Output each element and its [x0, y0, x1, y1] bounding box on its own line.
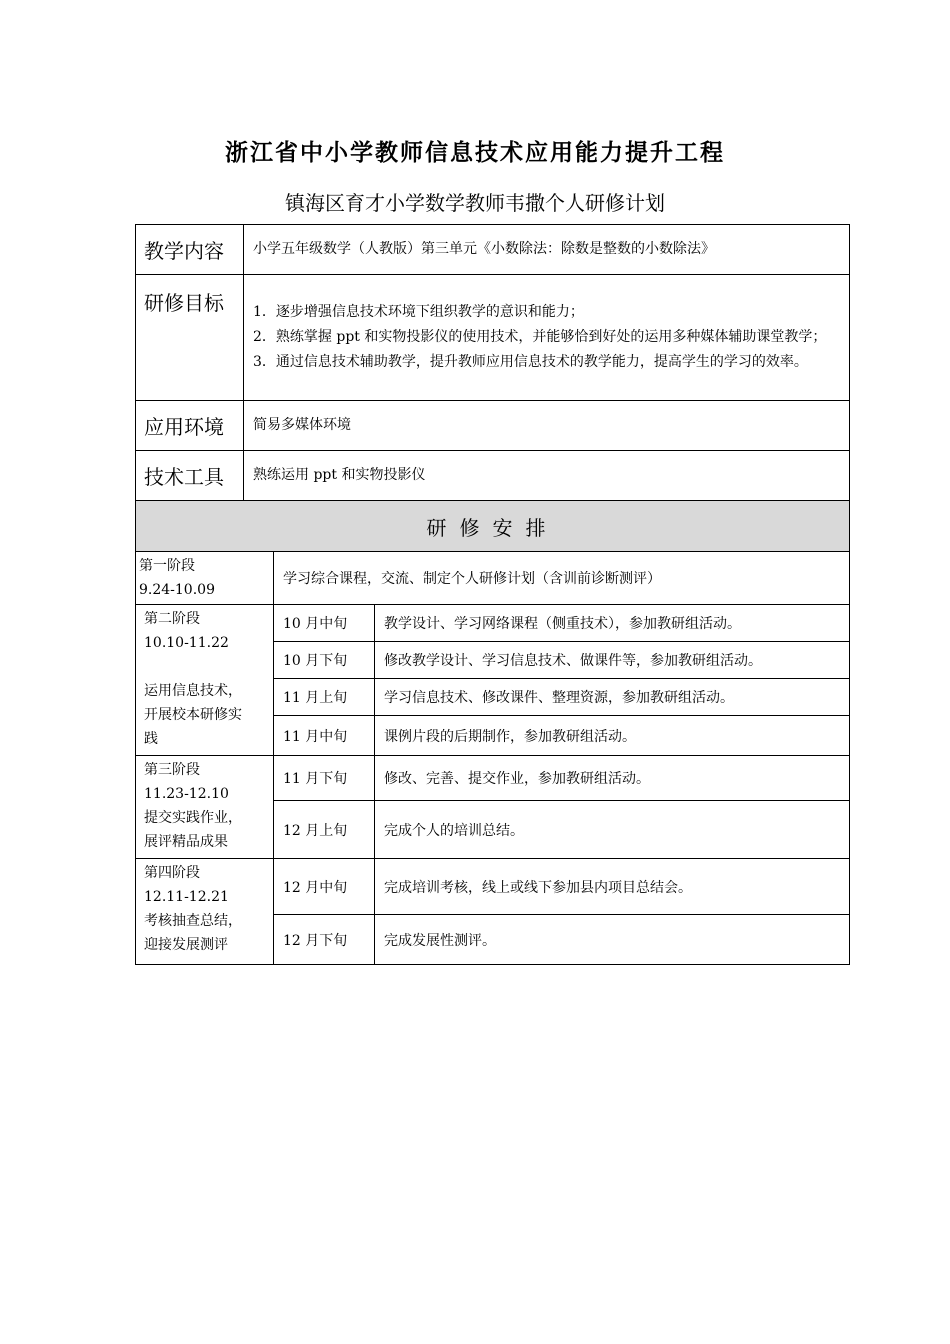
stage-cell [136, 859, 274, 965]
stage-name: 第三阶段 [144, 762, 200, 778]
time-cell: 11 月中旬 [274, 716, 375, 756]
goal-item: 2．熟练掌握 ppt 和实物投影仪的使用技术，并能够恰到好处的运用多种媒体辅助课堂教学； [253, 329, 827, 345]
stage-name: 第一阶段 [139, 558, 195, 574]
schedule-header-row [136, 501, 850, 552]
stage-desc: 迎接发展测评 [144, 937, 228, 953]
stage-desc: 提交实践作业， [144, 810, 242, 826]
time-cell: 12 月上旬 [274, 801, 375, 859]
time-cell: 11 月下旬 [274, 756, 375, 801]
plan-table [135, 224, 850, 965]
document-subtitle: 镇海区育才小学数学教师韦撒个人研修计划 [285, 191, 665, 215]
tool-row [136, 451, 850, 501]
document-title: 浙江省中小学教师信息技术应用能力提升工程 [225, 139, 725, 166]
task-cell: 教学设计、学习网络课程（侧重技术），参加教研组活动。 [375, 605, 850, 642]
time-cell: 10 月下旬 [274, 642, 375, 679]
stage-desc: 运用信息技术， [144, 683, 242, 699]
task-cell: 完成发展性测评。 [375, 915, 850, 965]
table-row [136, 552, 850, 605]
task-cell: 完成个人的培训总结。 [375, 801, 850, 859]
time-cell: 12 月中旬 [274, 859, 375, 915]
content-label: 教学内容 [136, 225, 244, 275]
task-cell: 课例片段的后期制作，参加教研组活动。 [375, 716, 850, 756]
stage-desc: 考核抽查总结， [144, 913, 242, 929]
table-row [136, 605, 850, 642]
env-label: 应用环境 [136, 401, 244, 451]
stage-name: 第四阶段 [144, 865, 200, 881]
time-cell: 11 月上旬 [274, 679, 375, 716]
env-value: 简易多媒体环境 [244, 401, 850, 451]
goal-row [136, 275, 850, 401]
goal-label: 研修目标 [136, 275, 244, 401]
stage-dates: 9.24-10.09 [139, 582, 215, 598]
stage-dates: 10.10-11.22 [144, 635, 229, 651]
task-cell: 修改、完善、提交作业，参加教研组活动。 [375, 756, 850, 801]
table-row [136, 756, 850, 801]
env-row [136, 401, 850, 451]
stage-cell [136, 756, 274, 859]
time-cell: 12 月下旬 [274, 915, 375, 965]
content-value: 小学五年级数学（人教版）第三单元《小数除法：除数是整数的小数除法》 [244, 225, 850, 275]
content-row [136, 225, 850, 275]
task-cell: 修改教学设计、学习信息技术、做课件等，参加教研组活动。 [375, 642, 850, 679]
stage-desc: 展评精品成果 [144, 834, 228, 850]
table-row [136, 859, 850, 915]
stage-desc: 开展校本研修实 [144, 707, 242, 723]
task-cell: 完成培训考核，线上或线下参加县内项目总结会。 [375, 859, 850, 915]
stage-task: 学习综合课程，交流、制定个人研修计划（含训前诊断测评） [274, 552, 850, 605]
tool-value: 熟练运用 ppt 和实物投影仪 [244, 451, 850, 501]
task-cell: 学习信息技术、修改课件、整理资源，参加教研组活动。 [375, 679, 850, 716]
goal-item: 3．通过信息技术辅助教学，提升教师应用信息技术的教学能力，提高学生的学习的效率。 [253, 354, 808, 370]
stage-dates: 12.11-12.21 [144, 889, 229, 905]
stage-cell [136, 552, 274, 605]
tool-label: 技术工具 [136, 451, 244, 501]
stage-name: 第二阶段 [144, 611, 200, 627]
stage-desc: 践 [144, 731, 158, 747]
time-cell: 10 月中旬 [274, 605, 375, 642]
goal-item: 1．逐步增强信息技术环境下组织教学的意识和能力； [253, 304, 584, 320]
stage-dates: 11.23-12.10 [144, 786, 229, 802]
stage-cell [136, 605, 274, 756]
goal-list [244, 275, 850, 401]
schedule-header: 研修安排 [136, 501, 850, 552]
